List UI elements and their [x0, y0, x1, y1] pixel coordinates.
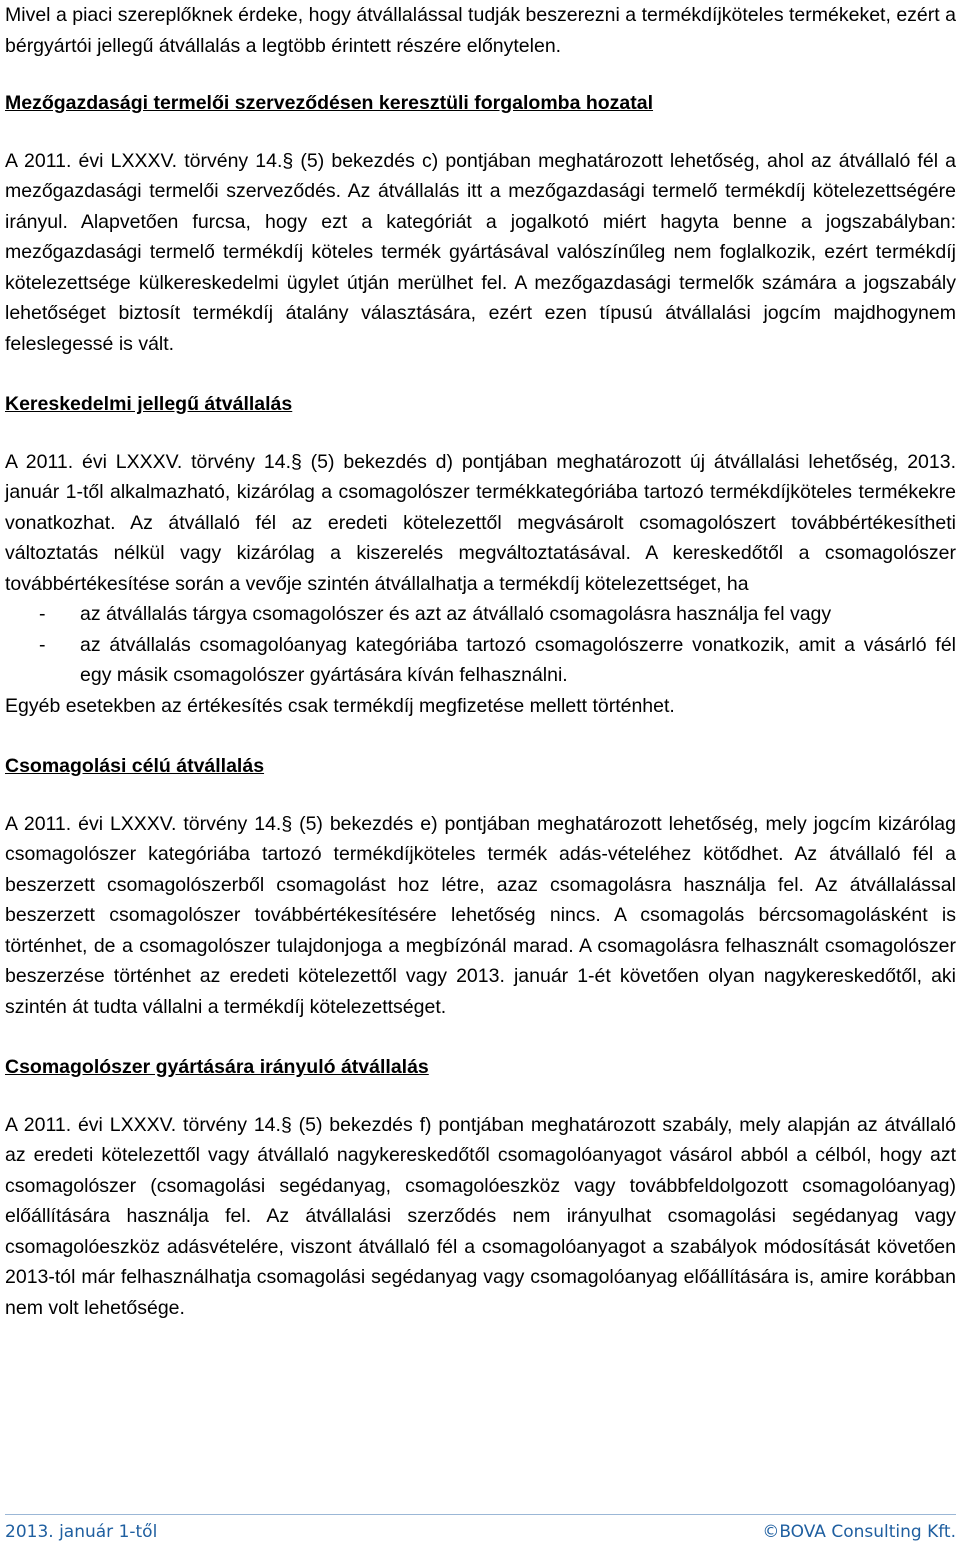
- list-item-text: az átvállalás csomagolóanyag kategóriába tartozó csomagolószerre vonatkozik, amit a vásárló fél egy másik csomagolószer gyártására kíván felhasználni.: [80, 633, 956, 686]
- footer-copyright: ©BOVA Consulting Kft.: [762, 1522, 956, 1542]
- section-paragraph-csomagoloszer: A 2011. évi LXXXV. törvény 14.§ (5) bekezdés f) pontjában meghatározott szabály, mely alapján az átvállaló az eredeti kötelezettől vagy átvállaló nagykereskedőtől csomagolóanyagot vásárol abból a célból, hogy azt csomagolószer (csomagolási segédanyag, csomagolóeszköz vagy továbbfeldolgozott csomagolóanyag) előállítására használja fel. Az átvállalási szerződés nem irányulhat csomagolási segédanyag vagy csomagolóeszköz adásvételére, viszont átvállaló fél a csomagolóanyagot a szabályok módosítását követően 2013-tól már felhasználhatja csomagolási segédanyag vagy csomagolóanyag előállítására is, amire korábban nem volt lehetősége.: [5, 1113, 956, 1319]
- section-heading-csomagoloszer: Csomagolószer gyártására irányuló átvállalás: [5, 1056, 429, 1078]
- section-paragraph-kereskedelmi: A 2011. évi LXXXV. törvény 14.§ (5) bekezdés d) pontjában meghatározott új átvállalási lehetőség, 2013. január 1-től alkalmazható, kizárólag a csomagolószer termékkategóriába tartozó termékdíjköteles termékekre vonatkozhat. Az átvállaló fél az eredeti kötelezettől megvásárolt csomagolószert továbbértékesítheti változtatás nélkül vagy kizárólag a kiszerelés megváltoztatásával. A kereskedőtől a csomagolószer továbbértékesítése során a vevője szintén átvállalhatja a termékdíj kötelezettséget, ha: [5, 450, 956, 595]
- intro-paragraph: Mivel a piaci szereplőknek érdeke, hogy átvállalással tudják beszerezni a termékdíjköteles termékeket, ezért a bérgyártói jellegű átvállalás a legtöbb érintett részére előnytelen.: [5, 4, 956, 57]
- list-item: [5, 599, 956, 630]
- section-closing-kereskedelmi: Egyéb esetekben az értékesítés csak termékdíj megfizetése mellett történhet.: [5, 694, 675, 717]
- document-body: [5, 0, 956, 1323]
- dash-bullet: -: [39, 633, 46, 656]
- list-item: [5, 630, 956, 691]
- section-paragraph-mezogazdasagi: A 2011. évi LXXXV. törvény 14.§ (5) bekezdés c) pontjában meghatározott lehetőség, ahol az átvállaló fél a mezőgazdasági termelői szerveződés. Az átvállalás itt a mezőgazdasági termelő termékdíj kötelezettségére irányul. Alapvetően furcsa, hogy ezt a kategóriát a jogalkotó miért hagyta benne a jogszabályban: mezőgazdasági termelő termékdíj köteles termék gyártásával valószínűleg nem foglalkozik, ezért termékdíj kötelezettsége külkereskedelmi ügylet útján merülhet fel. A mezőgazdasági termelők számára a jogszabály lehetőséget biztosít termékdíj átalány választására, ezért ezen típusú átvállalási jogcím majdhogynem feleslegessé is vált.: [5, 149, 956, 355]
- page-footer: [5, 1514, 956, 1549]
- dash-bullet: -: [39, 603, 46, 625]
- section-heading-mezogazdasagi: Mezőgazdasági termelői szerveződésen keresztüli forgalomba hozatal: [5, 92, 654, 114]
- section-heading-kereskedelmi: Kereskedelmi jellegű átvállalás: [5, 393, 293, 415]
- footer-date: 2013. január 1-től: [5, 1522, 158, 1542]
- section-heading-csomagolasi: Csomagolási célú átvállalás: [5, 755, 265, 777]
- list-item-text: az átvállalás tárgya csomagolószer és azt az átvállaló csomagolásra használja fel vagy: [80, 603, 832, 625]
- section-paragraph-csomagolasi: A 2011. évi LXXXV. törvény 14.§ (5) bekezdés e) pontjában meghatározott lehetőség, mely jogcím kizárólag csomagolószer kategóriába tartozó termékdíjköteles termék adás-vételéhez kötődhet. Az átvállaló fél a beszerzett csomagolószerből csomagolást hoz létre, azaz csomagolásra használja fel. Az átvállalással beszerzett csomagolószer továbbértékesítésére lehetőség nincs. A csomagolás bércsomagolásként is történhet, de a csomagolószer tulajdonjoga a megbízónál marad. A csomagolásra felhasznált csomagolószer beszerzése történhet az eredeti kötelezettől vagy 2013. január 1-ét követően olyan nagykereskedőtől, aki szintén át tudta vállalni a termékdíj kötelezettséget.: [5, 812, 956, 1018]
- condition-list: [5, 599, 956, 691]
